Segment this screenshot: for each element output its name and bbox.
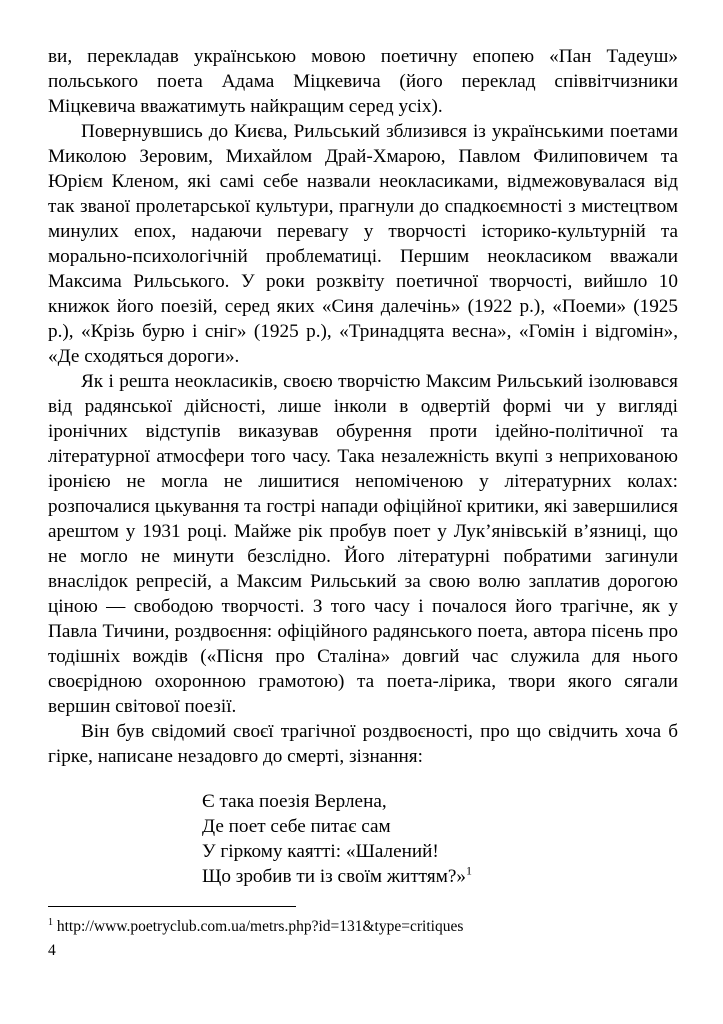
page-number: 4: [48, 942, 56, 959]
poem-line-4: Що зробив ти із своїм життям?»: [202, 866, 466, 887]
paragraph-4: Він був свідомий своєї трагічної роздвоєності, про що свідчить хоча б гірке, написане незадовго до смерті, зізнання:: [48, 721, 678, 767]
poem-quote: [202, 789, 672, 889]
footnote-link[interactable]: http://www.poetryclub.com.ua/metrs.php?id=131&type=critiques: [56, 918, 464, 935]
body-text: [48, 44, 678, 769]
paragraph-3: Як і решта неокласиків, своєю творчістю Максим Рильський ізолювався від радянської дійсності, лише інколи в одвертій формі чи у вигляді іронічних відступів виказував обурення проти ідейно-політичної та літературної атмосфери того часу. Така незалежність вкупі з неприхованою іронією не могла не лишитися непоміченою у літературних колах: розпочалися цькування та гострі напади офіційної критики, які завершилися арештом у 1931 році. Майже рік пробув поет у Лук’янівській в’язниці, що не могло не минути безслідно. Його літературні побратими загинули внаслідок репресій, а Максим Рильський за свою волю заплатив дорогою ціною — свободою творчості. З того часу і почалося його трагічне, як у Павла Тичини, роздвоєння: офіційного радянського поета, автора пісень про тодішніх вождів («Пісня про Сталіна» довгий час служила для нього своєрідною охоронною грамотою) та поета-лірика, твори якого сягали вершин світової поезії.: [48, 371, 678, 717]
poem-line-3: У гіркому каятті: «Шалений!: [202, 841, 439, 862]
footnote-reference[interactable]: 1: [466, 863, 472, 878]
poem-line-2: Де поет себе питає сам: [202, 816, 391, 837]
poem-line-4-wrap: [202, 864, 672, 889]
paragraph-2: Повернувшись до Києва, Рильський зблизився із українськими поетами Миколою Зеровим, Михайлом Драй-Хмарою, Павлом Филиповичем та Юрієм Кленом, які самі себе назвали неокласиками, відмежовувалася від так званої пролетарської культури, прагнули до спадкоємності з мистецтвом минулих епох, надаючи перевагу у творчості історико-культурній та морально-психологічній проблематиці. Першим неокласиком вважали Максима Рильського. У роки розквіту поетичної творчості, вийшло 10 книжок його поезій, серед яких «Синя далечінь» (1922 р.), «Поеми» (1925 р.), «Крізь бурю і сніг» (1925 р.), «Тринадцята весна», «Гомін і відгомін», «Де сходяться дороги».: [48, 121, 678, 367]
footnote: [48, 917, 678, 937]
paragraph-1: ви, перекладав українською мовою поетичну епопею «Пан Тадеуш» польського поета Адама Міцкевича (його переклад співвітчизники Міцкевича вважатимуть найкращим серед усіх).: [48, 46, 678, 117]
footnote-marker: 1: [48, 916, 53, 928]
footnote-separator: [48, 906, 296, 907]
poem-line-1: Є така поезія Верлена,: [202, 791, 387, 812]
